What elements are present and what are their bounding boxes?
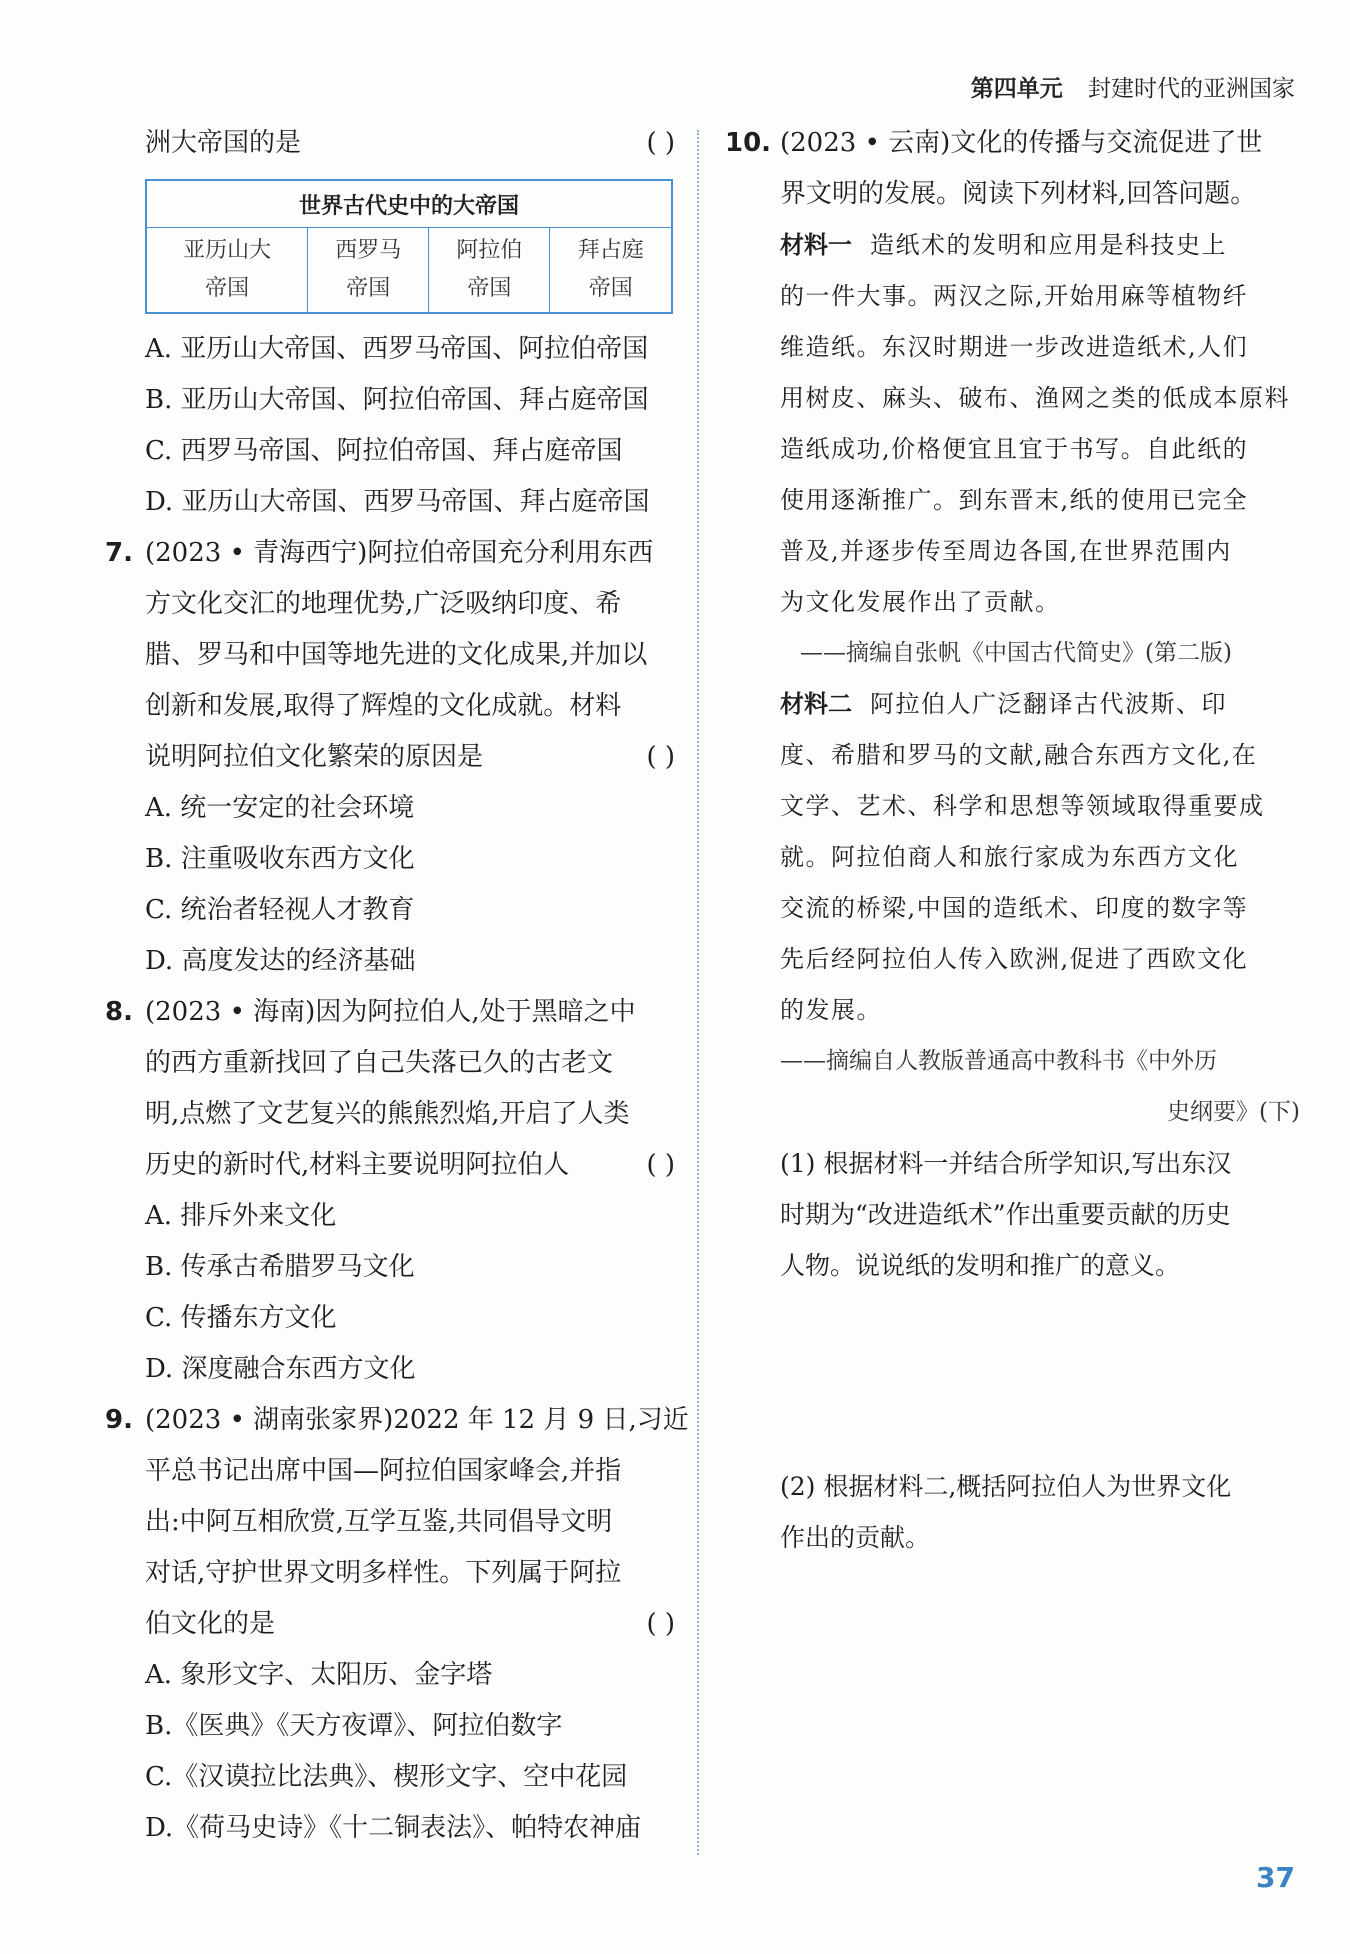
question-7: 7. (2023 • 青海西宁)阿拉伯帝国充分利用东西 方文化交汇的地理优势,广泛吸纳印度、希 腊、罗马和中国等地先进的文化成果,并加以 创新和发展,取得了辉煌的文化成就。材料 说明阿拉伯文化繁荣的原因是 ( ) A. 统一安定的社会环境 B. 注重吸收东西方文化 C. 统治者轻视人才教育 D. 高度发达的经济基础 <box>105 528 675 987</box>
question-number: 9. <box>105 1405 133 1435</box>
material-1-label: 材料一 <box>780 231 852 259</box>
question-number: 10. <box>725 128 772 158</box>
answer-paren[interactable]: ( ) <box>646 742 675 772</box>
option-a[interactable]: A. 统一安定的社会环境 <box>145 793 415 823</box>
option-d[interactable]: D. 深度融合东西方文化 <box>145 1354 416 1384</box>
table-cell-arab: 阿拉伯 帝国 <box>429 228 550 314</box>
answer-paren[interactable]: ( ) <box>646 128 675 158</box>
option-d[interactable]: D. 高度发达的经济基础 <box>145 946 416 976</box>
option-b[interactable]: B. 注重吸收东西方文化 <box>145 844 415 874</box>
table-caption: 世界古代史中的大帝国 <box>146 180 672 228</box>
material-2-label: 材料二 <box>780 690 852 718</box>
answer-paren[interactable]: ( ) <box>646 1609 675 1639</box>
material-2: 材料二 阿拉伯人广泛翻译古代波斯、印 度、希腊和罗马的文献,融合东西方文化,在 文学、艺术、科学和思想等领域取得重要成 就。阿拉伯商人和旅行家成为东西方文化 交流的桥梁,中国的造纸术、印度的数字等 先后经阿拉伯人传入欧洲,促进了西欧文化 的发展。 ——摘编自人教版普通高中教科书《中外历 史纲要》(下) <box>725 679 1300 1138</box>
option-b[interactable]: B. 亚历山大帝国、阿拉伯帝国、拜占庭帝国 <box>145 385 649 415</box>
option-b[interactable]: B.《医典》《天方夜谭》、阿拉伯数字 <box>145 1711 563 1741</box>
material-1-source: ——摘编自张帆《中国古代简史》(第二版) <box>800 640 1232 666</box>
empires-table <box>145 179 673 314</box>
question-6 <box>105 118 675 528</box>
material-2-source-cont: 史纲要》(下) <box>1167 1099 1300 1125</box>
table-cell-alexander: 亚历山大 帝国 <box>183 238 272 301</box>
option-c[interactable]: C. 传播东方文化 <box>145 1303 337 1333</box>
right-column <box>725 118 1300 1763</box>
option-a[interactable]: A. 排斥外来文化 <box>145 1201 337 1231</box>
page-header <box>971 70 1295 103</box>
question-number: 8. <box>105 997 133 1027</box>
subquestion-2: (2) 根据材料二,概括阿拉伯人为世界文化 作出的贡献。 <box>780 1472 1232 1552</box>
left-column <box>105 118 689 1854</box>
question-number: 7. <box>105 538 133 568</box>
table-cell-byzantine: 拜占庭 帝国 <box>550 228 672 314</box>
material-1: 材料一 造纸术的发明和应用是科技史上 的一件大事。两汉之际,开始用麻等植物纤 维造纸。东汉时期进一步改进造纸术,人们 用树皮、麻头、破布、渔网之类的低成本原料 造纸成功,价格便宜且宜于书写。自此纸的 使用逐渐推广。到东晋末,纸的使用已完全 普及,并逐步传至周边各国,在世界范围内 为文化发展作出了贡献。 ——摘编自张帆《中国古代简史》(第二版) <box>725 220 1300 679</box>
question-10: 10. (2023 • 云南)文化的传播与交流促进了世 界文明的发展。阅读下列材料,回答问题。 材料一 造纸术的发明和应用是科技史上 的一件大事。两汉之际,开始用麻等植物纤 维造纸。东汉时期进一步改进造纸术,人们 用树皮、麻头、破布、渔网之类的低成本原料 造纸成功,价格便宜且宜于书写。自此纸的 使用逐渐推广。到东晋末,纸的使用已完全 普及,并逐步传至周边各国,在世界范围内 为文化发展作出了贡献。 ——摘编自张帆《中国古代简史》(第二版) 材料二 阿拉伯人广泛翻译古代波斯、印 度、希腊和罗马的文献,融合东西方文化,在 文学、艺术、科学和思想等领域取得重要成 就。阿拉伯商人和旅行家成为东西方文化 交流的桥梁,中国的造纸术、印度的数字等 先后经阿拉伯人传入欧洲,促进了西欧文化 的发展。 ——摘编自人教版普通高中教科书《中外历 史纲要》(下) (1) 根据材料一并结合所学知识,写出东汉 时期为“改进造纸术”作出重要贡献的历史 人物。说说纸的发明和推广的意义。 (2) 根据材料二,概括阿拉伯人为世界文化 作出的贡献。 <box>725 118 1300 1763</box>
option-d[interactable]: D. 亚历山大帝国、西罗马帝国、拜占庭帝国 <box>145 487 650 517</box>
answer-paren[interactable]: ( ) <box>646 1150 675 1180</box>
material-2-source: ——摘编自人教版普通高中教科书《中外历 <box>780 1048 1217 1074</box>
table-cell-western-rome: 西罗马 帝国 <box>308 228 429 314</box>
question-9: 9. (2023 • 湖南张家界)2022 年 12 月 9 日,习近 平总书记出席中国—阿拉伯国家峰会,并指 出:中阿互相欣赏,互学互鉴,共同倡导文明 对话,守护世界文明多样性。下列属于阿拉 伯文化的是 ( ) A. 象形文字、太阳历、金字塔 B.《医典》《天方夜谭》、阿拉伯数字 C.《汉谟拉比法典》、楔形文字、空中花园 D.《荷马史诗》《十二铜表法》、帕特农神庙 <box>105 1395 675 1854</box>
option-c[interactable]: C. 统治者轻视人才教育 <box>145 895 415 925</box>
option-a[interactable]: A. 象形文字、太阳历、金字塔 <box>145 1660 493 1690</box>
unit-title: 封建时代的亚洲国家 <box>1088 76 1295 102</box>
option-c[interactable]: C. 西罗马帝国、阿拉伯帝国、拜占庭帝国 <box>145 436 623 466</box>
answer-space-1[interactable] <box>725 1291 1300 1461</box>
answer-space-2[interactable] <box>725 1563 1300 1763</box>
option-a[interactable]: A. 亚历山大帝国、西罗马帝国、阿拉伯帝国 <box>145 334 649 364</box>
subquestion-1: (1) 根据材料一并结合所学知识,写出东汉 时期为“改进造纸术”作出重要贡献的历史 人物。说说纸的发明和推广的意义。 <box>780 1149 1232 1280</box>
page-number: 37 <box>1256 1861 1295 1894</box>
option-c[interactable]: C.《汉谟拉比法典》、楔形文字、空中花园 <box>145 1762 628 1792</box>
column-divider <box>697 130 699 1855</box>
option-b[interactable]: B. 传承古希腊罗马文化 <box>145 1252 415 1282</box>
question-6-stem: 洲大帝国的是 ( ) <box>105 118 675 169</box>
unit-label: 第四单元 <box>970 76 1063 102</box>
option-d[interactable]: D.《荷马史诗》《十二铜表法》、帕特农神庙 <box>145 1813 642 1843</box>
question-8: 8. (2023 • 海南)因为阿拉伯人,处于黑暗之中 的西方重新找回了自己失落已久的古老文 明,点燃了文艺复兴的熊熊烈焰,开启了人类 历史的新时代,材料主要说明阿拉伯人 ( ) A. 排斥外来文化 B. 传承古希腊罗马文化 C. 传播东方文化 D. 深度融合东西方文化 <box>105 987 675 1395</box>
